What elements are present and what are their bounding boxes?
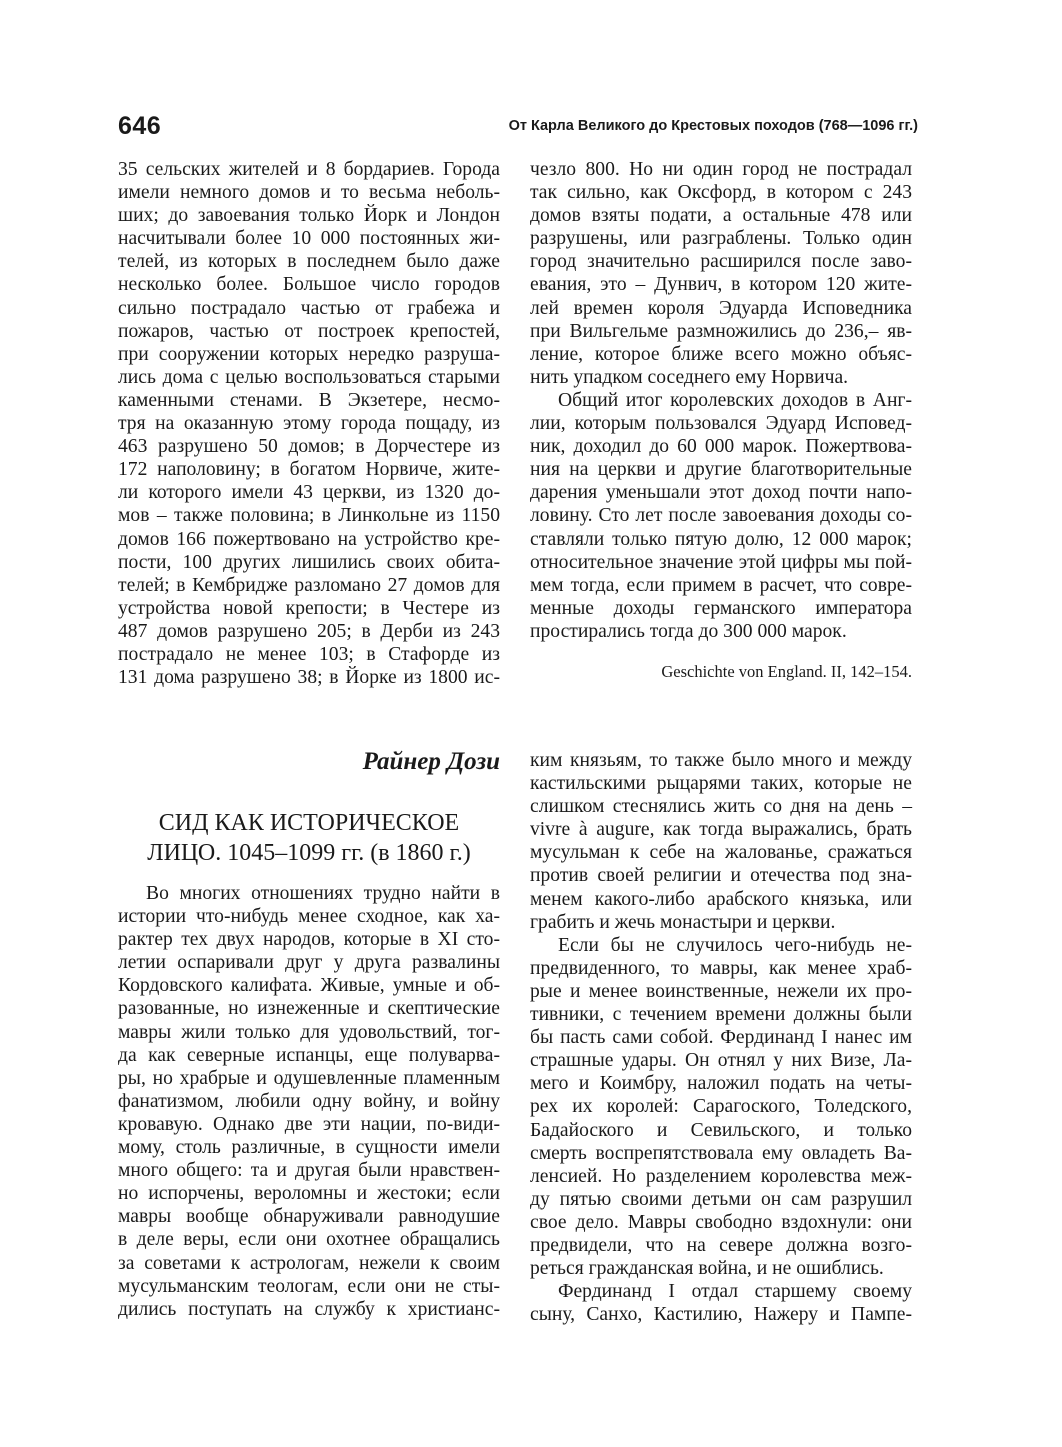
text-line: за советами к астрологам, нежели к своим (118, 1252, 500, 1274)
text-line: домов взяты подати, а остальные 478 или (530, 205, 912, 227)
text-line: рактер тех двух народов, которые в XI сто- (118, 929, 500, 951)
article-author: Райнер Дози (362, 748, 500, 775)
text-line: устройства новой крепости; в Честере из (118, 597, 500, 619)
text-line: бы пасть сами собой. Фердинанд I нанес им (530, 1027, 912, 1049)
text-line: сыну, Санхо, Кастилию, Нажеру и Пампе- (530, 1304, 912, 1326)
column-bottom-left (118, 882, 500, 1321)
text-line: менные доходы германского императора (530, 597, 912, 619)
text-line: истории что-нибудь менее сходное, как ха- (118, 906, 500, 928)
text-line: реться гражданская война, и не ошиблись. (530, 1258, 884, 1280)
text-line: ших; до завоевания только Йорк и Лондон (118, 205, 500, 227)
text-line: ник, доходил до 60 000 марок. Пожертвова- (530, 436, 912, 458)
text-line: мусульманским теологам, если они не сты- (118, 1275, 500, 1297)
running-head: От Карла Великого до Крестовых походов (768—1096 гг.) (508, 118, 918, 134)
text-line: менем какого-либо арабского князька, или (530, 888, 912, 910)
text-line: предвидели, что на севере должна возго- (530, 1234, 912, 1256)
text-line: грабить и жечь монастыри и церкви. (530, 911, 836, 933)
column-bottom-right (530, 749, 912, 1326)
text-line: тивники, с течением времени должны были (530, 1004, 912, 1026)
text-line: ление, которое ближе всего можно объяс- (530, 343, 912, 365)
text-line: 172 наполовину; в богатом Норвиче, жите- (118, 459, 500, 481)
text-line: vivre à augure, как тогда выражались, брать (530, 819, 912, 841)
text-line: ставляли только пятую долю, 12 000 марок; (530, 528, 912, 550)
text-line: имели немного домов и то весьма неболь- (118, 182, 500, 204)
text-line: Общий итог королевских доходов в Анг- (558, 389, 912, 411)
text-line: 131 дома разрушено 38; в Йорке из 1800 ис- (118, 667, 500, 689)
text-line: рые и менее воинственные, нежели их про- (530, 980, 912, 1002)
text-line: разованные, но изнеженные и скептические (118, 998, 500, 1020)
text-line: слишком стеснялись жить со дня на день – (530, 796, 912, 818)
text-line: относительное значение этой цифры мы пой- (530, 551, 912, 573)
text-line: мому, столь различные, в сущности имели (118, 1137, 500, 1159)
article-title-line: ЛИЦО. 1045–1099 гг. (в 1860 г.) (147, 840, 471, 866)
article-title-line: СИД КАК ИСТОРИЧЕСКОЕ (158, 810, 460, 836)
text-line: мусульман к себе на жалованье, сражаться (530, 842, 912, 864)
text-line: ким князьям, то также было много и между (530, 750, 912, 771)
text-line: лей времен короля Эдуарда Исповедника (530, 297, 912, 319)
text-line: мавры жили только для удовольствий, тог- (118, 1021, 500, 1043)
text-line: много общего: та и другая были нравствен- (118, 1160, 500, 1182)
text-line: евания, это – Дунвич, в котором 120 жите- (530, 274, 912, 296)
text-line: свое дело. Мавры свободно вздохнули: они (530, 1211, 912, 1233)
text-line: Кордовского калифата. Живые, умные и об- (118, 975, 500, 997)
text-line: мавры вообще обнаруживали равнодушие (118, 1206, 500, 1228)
text-line: предвиденного, то мавры, как менее храб- (530, 957, 912, 979)
text-line: ния на церкви и другие благотворительные (530, 459, 912, 481)
text-line: нить упадком соседнего ему Норвича. (530, 366, 849, 388)
text-line: несколько более. Большое число городов (118, 274, 500, 296)
text-line: разрушены, или разграблены. Только один (530, 228, 912, 250)
text-line: телей; в Кембридже разломано 27 домов для (118, 574, 500, 596)
text-line: пости, 100 других лишились своих обита- (118, 551, 500, 573)
text-line: домов 166 пожертвовано на устройство кре- (118, 528, 500, 550)
text-line: ры, но храбрые и одушевленные пламенным (118, 1067, 500, 1089)
text-line: летии оспаривали друг у друга развалины (118, 952, 500, 974)
text-line: телей, из которых в последнем было даже (118, 251, 500, 273)
text-line: при Вильгельме размножились до 236,– яв- (530, 320, 912, 342)
text-line: кастильскими рыцарями таких, которые не (530, 773, 912, 795)
text-line: 487 домов разрушено 205; в Дерби из 243 (118, 620, 500, 642)
text-line: 463 разрушено 50 домов; в Дорчестере из (118, 436, 500, 458)
text-line: пострадало не менее 103; в Стафорде из (118, 643, 500, 665)
text-line: город значительно расширился после заво- (530, 251, 912, 273)
text-line: ловину. Сто лет после завоевания доходы со- (530, 505, 912, 527)
text-line: мов – также половина; в Линкольне из 1150 (118, 505, 500, 527)
text-line: насчитывали более 10 000 постоянных жи- (118, 228, 500, 250)
text-line: но испорчены, вероломны и жестоки; если (118, 1183, 500, 1205)
text-line: ленсией. Но разделением королевства меж- (530, 1165, 912, 1187)
source-citation: Geschichte von England. II, 142–154. (661, 662, 912, 681)
text-line: страшные удары. Он отнял у них Визе, Ла- (530, 1050, 912, 1072)
text-line: Если бы не случилось чего-нибудь не- (558, 934, 912, 956)
text-line: дарения уменьшали этот доход почти напо- (530, 482, 912, 504)
page-number: 646 (118, 112, 162, 140)
text-line: так сильно, как Оксфорд, в котором с 243 (530, 182, 912, 204)
text-line: лии, которым пользовался Эдуард Исповед- (530, 413, 912, 435)
text-line: чезло 800. Но ни один город не пострадал (530, 159, 912, 180)
text-line: простирались тогда до 300 000 марок. (530, 620, 847, 642)
column-top-right (530, 158, 912, 643)
text-line: тря на оказанную этому города пощаду, из (118, 413, 500, 435)
text-line: ли которого имели 43 церкви, из 1320 до- (118, 482, 500, 504)
text-line: фанатизмом, любили одну войну, и войну (118, 1090, 500, 1112)
text-line: сильно пострадало частью от грабежа и (118, 297, 500, 319)
text-line: Фердинанд I отдал старшему своему (558, 1281, 912, 1303)
text-line: при сооружении которых нередко разруша- (118, 343, 500, 365)
text-line: против своей религии и отечества под зна- (530, 865, 912, 887)
text-line: да как северные испанцы, еще полуварва- (118, 1044, 500, 1066)
text-line: мего и Коимбру, наложил подать на четы- (530, 1073, 912, 1095)
text-line: в деле веры, если они охотнее обращались (118, 1229, 500, 1251)
text-line: рех их королей: Сарагоского, Толедского, (530, 1096, 912, 1118)
page-header (118, 112, 918, 148)
column-top-left (118, 158, 500, 689)
text-line: Во многих отношениях трудно найти в (146, 883, 500, 904)
article-title (118, 808, 500, 868)
text-line: пожаров, частью от построек крепостей, (118, 320, 500, 342)
text-line: каменными стенами. В Экзетере, несмо- (118, 389, 500, 411)
text-line: 35 сельских жителей и 8 бордариев. Города (118, 159, 500, 180)
text-line: лись дома с целью воспользоваться старыми (118, 366, 500, 388)
text-line: смерть воспрепятствовала ему овладеть Ва- (530, 1142, 912, 1164)
text-line: кровавую. Однако две эти нации, по-види- (118, 1113, 500, 1135)
text-line: мем тогда, если примем в расчет, что совре- (530, 574, 912, 596)
text-line: дились поступать на службу к христианс- (118, 1298, 500, 1320)
text-line: ду пятью своими детьми он сам разрушил (530, 1188, 912, 1210)
text-line: Бадайоского и Севильского, и только (530, 1119, 912, 1141)
